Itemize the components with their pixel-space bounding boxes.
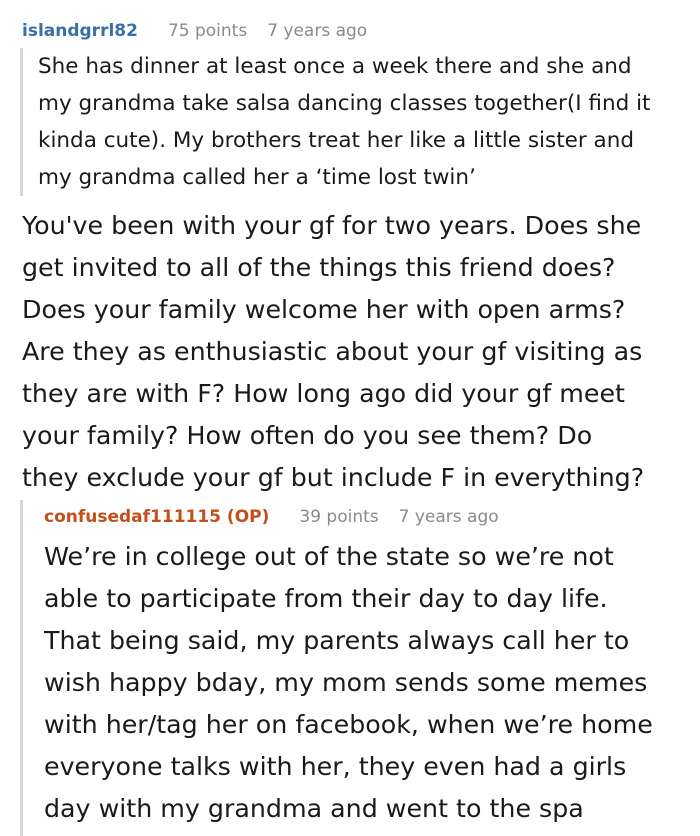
- reply-header: [44, 500, 700, 534]
- reply-timestamp[interactable]: 7 years ago: [398, 507, 499, 527]
- quote-line: She has dinner at least once a week there and she and: [38, 54, 632, 79]
- quote-line: my grandma take salsa dancing classes together(I find it: [38, 91, 651, 116]
- quote-line: my grandma called her a ‘time lost twin’: [38, 165, 476, 190]
- reply-line: We’re in college out of the state so we’re not: [44, 542, 614, 571]
- reply-line: with her/tag her on facebook, when we’re home: [44, 710, 653, 739]
- reply-points: 39 points: [299, 507, 379, 527]
- reply-comment: [20, 500, 700, 836]
- reply-line: That being said, my parents always call her to: [44, 626, 630, 655]
- comment-header: [22, 18, 367, 44]
- comment-points: 75 points: [167, 21, 248, 41]
- reply-line: wish happy bday, my mom sends some memes: [44, 668, 648, 697]
- comment-line: Does your family welcome her with open arms?: [22, 295, 626, 324]
- comment-line: get invited to all of the things this friend does?: [22, 253, 616, 282]
- reply-line: able to participate from their day to day life.: [44, 584, 608, 613]
- comment-line: they exclude your gf but include F in everything?: [22, 463, 645, 492]
- reply-line: day with my grandma and went to the spa: [44, 794, 584, 823]
- quoted-text: [38, 48, 680, 196]
- comment-username[interactable]: islandgrrl82: [22, 21, 138, 41]
- comment-line: they are with F? How long ago did your gf meet: [22, 379, 625, 408]
- comment-body: [22, 205, 692, 499]
- comment-line: You've been with your gf for two years. Does she: [22, 211, 642, 240]
- op-username[interactable]: confusedaf111115 (OP): [44, 507, 270, 527]
- quoted-text-block: [20, 48, 680, 196]
- reply-line: everyone talks with her, they even had a girls: [44, 752, 627, 781]
- comment-line: Are they as enthusiastic about your gf visiting as: [22, 337, 643, 366]
- reply-body: [44, 536, 694, 830]
- comment-timestamp[interactable]: 7 years ago: [267, 21, 368, 41]
- quote-line: kinda cute). My brothers treat her like a little sister and: [38, 128, 634, 153]
- comment-line: your family? How often do you see them? Do: [22, 421, 593, 450]
